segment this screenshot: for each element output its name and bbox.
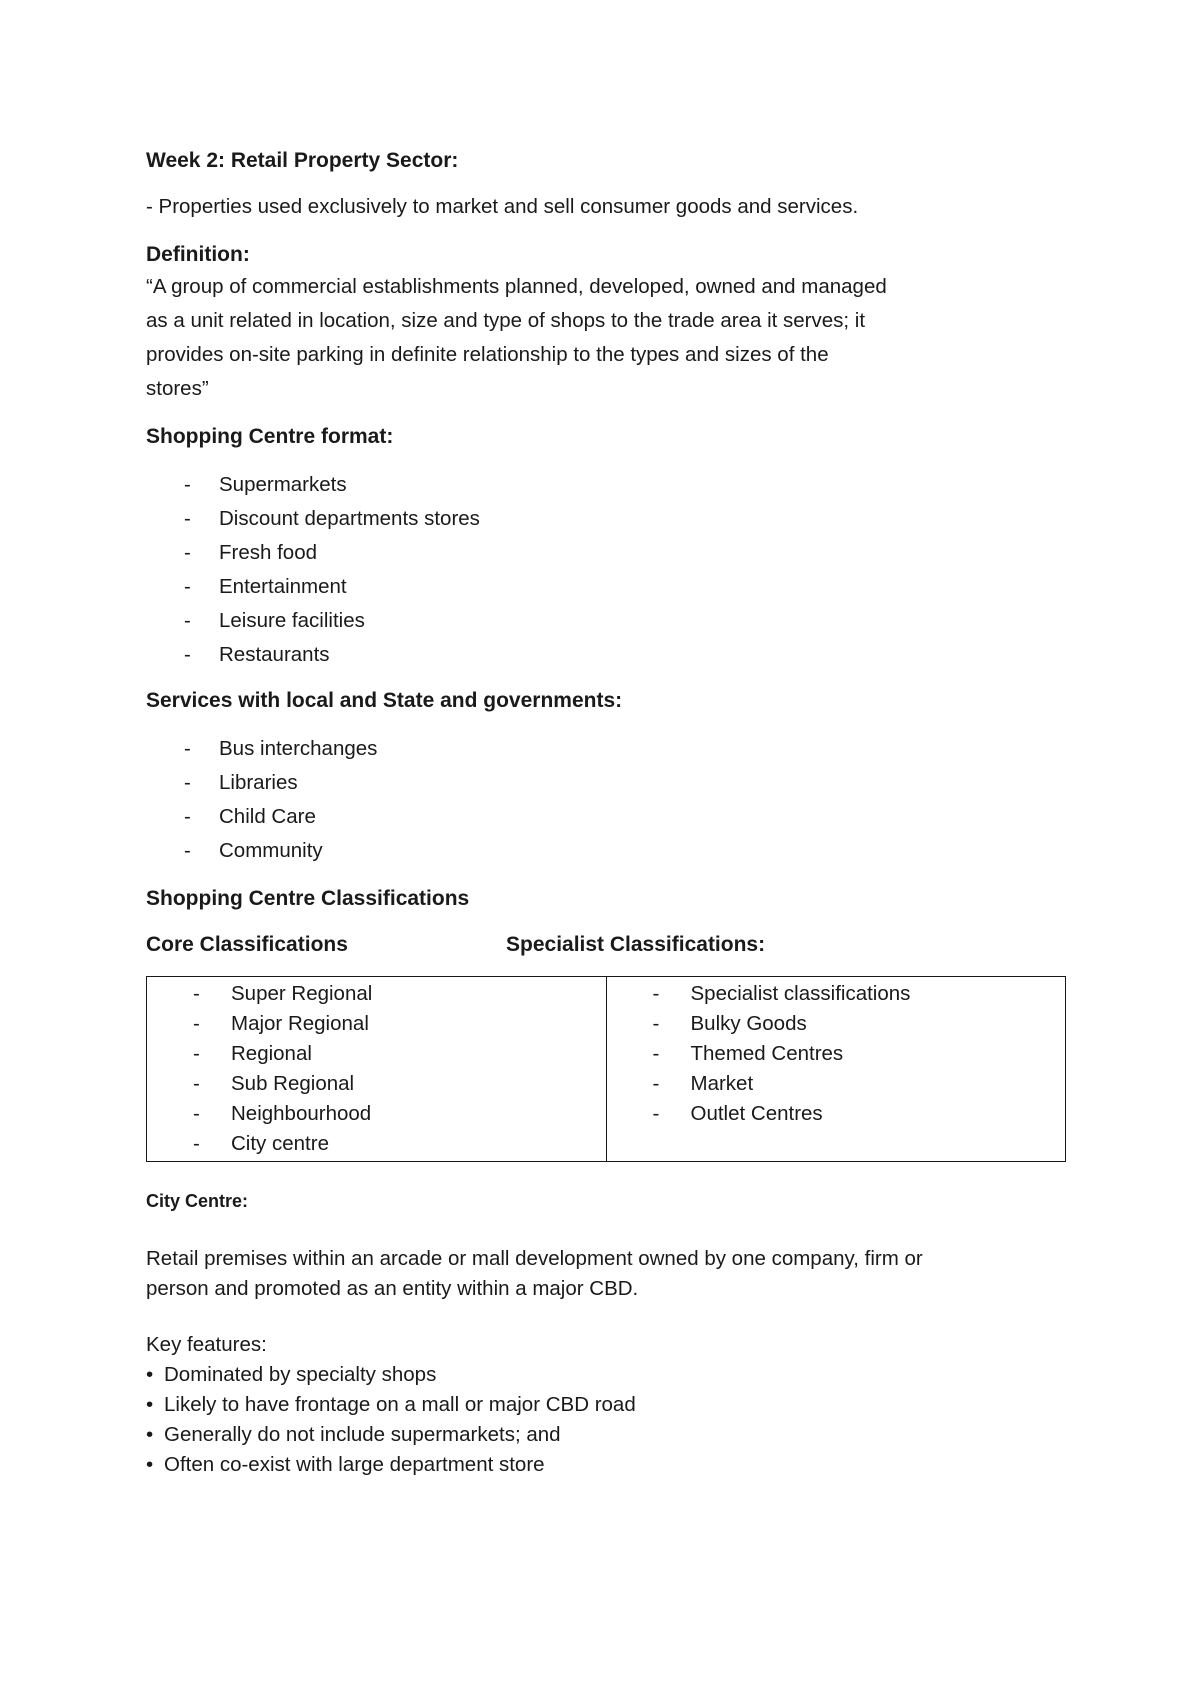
list-item [146,766,1066,800]
intro-text: - Properties used exclusively to market and sell consumer goods and services. [146,195,859,218]
list-item [607,1069,1066,1099]
list-item [147,1069,606,1099]
core-classifications-list [147,979,606,1159]
key-features-list [146,1360,1066,1480]
list-item [146,1360,1066,1390]
list-item [147,1129,606,1159]
list-item [146,800,1066,834]
list-item-text: Discount departments stores [219,507,480,530]
description-line: Retail premises within an arcade or mall development owned by one company, firm or [146,1247,923,1270]
list-item [146,502,1066,536]
list-item [146,732,1066,766]
list-item-text: Outlet Centres [690,1102,823,1125]
definition-line: provides on-site parking in definite relationship to the types and sizes of the [146,343,829,366]
list-item-text: Fresh food [219,541,317,564]
dash-marker: - [184,507,191,530]
city-centre-description [146,1244,1066,1304]
document-content [146,146,1066,1480]
definition-line: as a unit related in location, size and type of shops to the trade area it serves; it [146,309,866,332]
list-item [146,570,1066,604]
dash-marker: - [184,541,191,564]
list-item-text: City centre [231,1132,329,1155]
dash-marker: - [193,1132,200,1155]
specialist-classifications-heading: Specialist Classifications: [506,933,766,956]
list-item [607,1099,1066,1129]
dash-marker: - [193,1102,200,1125]
shopping-format-heading: Shopping Centre format: [146,425,394,448]
list-item-text: Bulky Goods [690,1012,807,1035]
list-item-text: Community [219,839,323,862]
dash-marker: - [184,643,191,666]
dash-marker: - [184,771,191,794]
list-item [146,1420,1066,1450]
services-list [146,732,1066,868]
core-classifications-cell [147,977,607,1162]
table-row [147,977,1066,1162]
list-item-text: Major Regional [231,1012,369,1035]
list-item [146,604,1066,638]
dash-marker: - [184,575,191,598]
list-item-text: Themed Centres [690,1042,844,1065]
list-item [146,1390,1066,1420]
list-item-text: Child Care [219,805,316,828]
dash-marker: - [652,1042,660,1065]
list-item-text: Neighbourhood [231,1102,372,1125]
list-item [147,1039,606,1069]
dash-marker: - [184,805,191,828]
list-item [146,536,1066,570]
bullet-marker: • [146,1393,154,1416]
dash-marker: - [652,1072,660,1095]
description-line: person and promoted as an entity within a major CBD. [146,1277,639,1300]
list-item-text: Specialist classifications [690,982,911,1005]
dash-marker: - [193,1072,200,1095]
list-item-text: Leisure facilities [219,609,365,632]
list-item-text: Entertainment [219,575,347,598]
list-item-text: Dominated by specialty shops [164,1363,437,1386]
shopping-format-list [146,468,1066,672]
list-item-text: Regional [231,1042,312,1065]
dash-marker: - [652,1102,660,1125]
definition-heading: Definition: [146,243,250,266]
list-item-text: Often co-exist with large department store [164,1453,545,1476]
city-centre-heading: City Centre: [146,1191,249,1211]
definition-line: “A group of commercial establishments planned, developed, owned and managed [146,275,887,298]
list-item-text: Supermarkets [219,473,347,496]
list-item [147,979,606,1009]
list-item-text: Generally do not include supermarkets; and [164,1423,561,1446]
list-item-text: Sub Regional [231,1072,355,1095]
dash-marker: - [184,737,191,760]
dash-marker: - [193,1012,200,1035]
list-item-text: Market [690,1072,754,1095]
list-item-text: Super Regional [231,982,373,1005]
list-item [147,1009,606,1039]
specialist-classifications-list [607,979,1066,1129]
list-item-text: Bus interchanges [219,737,378,760]
bullet-marker: • [146,1453,154,1476]
services-heading: Services with local and State and governments: [146,689,623,712]
dash-marker: - [184,473,191,496]
list-item-text: Libraries [219,771,298,794]
list-item [146,834,1066,868]
document-title: Week 2: Retail Property Sector: [146,149,459,172]
list-item [146,1450,1066,1480]
list-item [147,1099,606,1129]
dash-marker: - [652,982,660,1005]
list-item [607,979,1066,1009]
dash-marker: - [193,982,200,1005]
definition-text [146,270,1066,406]
definition-line: stores” [146,377,209,400]
list-item [146,468,1066,502]
list-item [607,1039,1066,1069]
key-features-label: Key features: [146,1333,267,1356]
list-item [146,638,1066,672]
list-item-text: Restaurants [219,643,330,666]
specialist-classifications-cell [606,977,1066,1162]
core-classifications-heading: Core Classifications [146,933,348,956]
list-item [607,1009,1066,1039]
classifications-table [146,976,1066,1162]
dash-marker: - [184,839,191,862]
dash-marker: - [193,1042,200,1065]
bullet-marker: • [146,1363,154,1386]
bullet-marker: • [146,1423,154,1446]
classifications-heading: Shopping Centre Classifications [146,887,470,910]
dash-marker: - [652,1012,660,1035]
dash-marker: - [184,609,191,632]
list-item-text: Likely to have frontage on a mall or major CBD road [164,1393,636,1416]
classification-column-headings [146,930,1066,960]
